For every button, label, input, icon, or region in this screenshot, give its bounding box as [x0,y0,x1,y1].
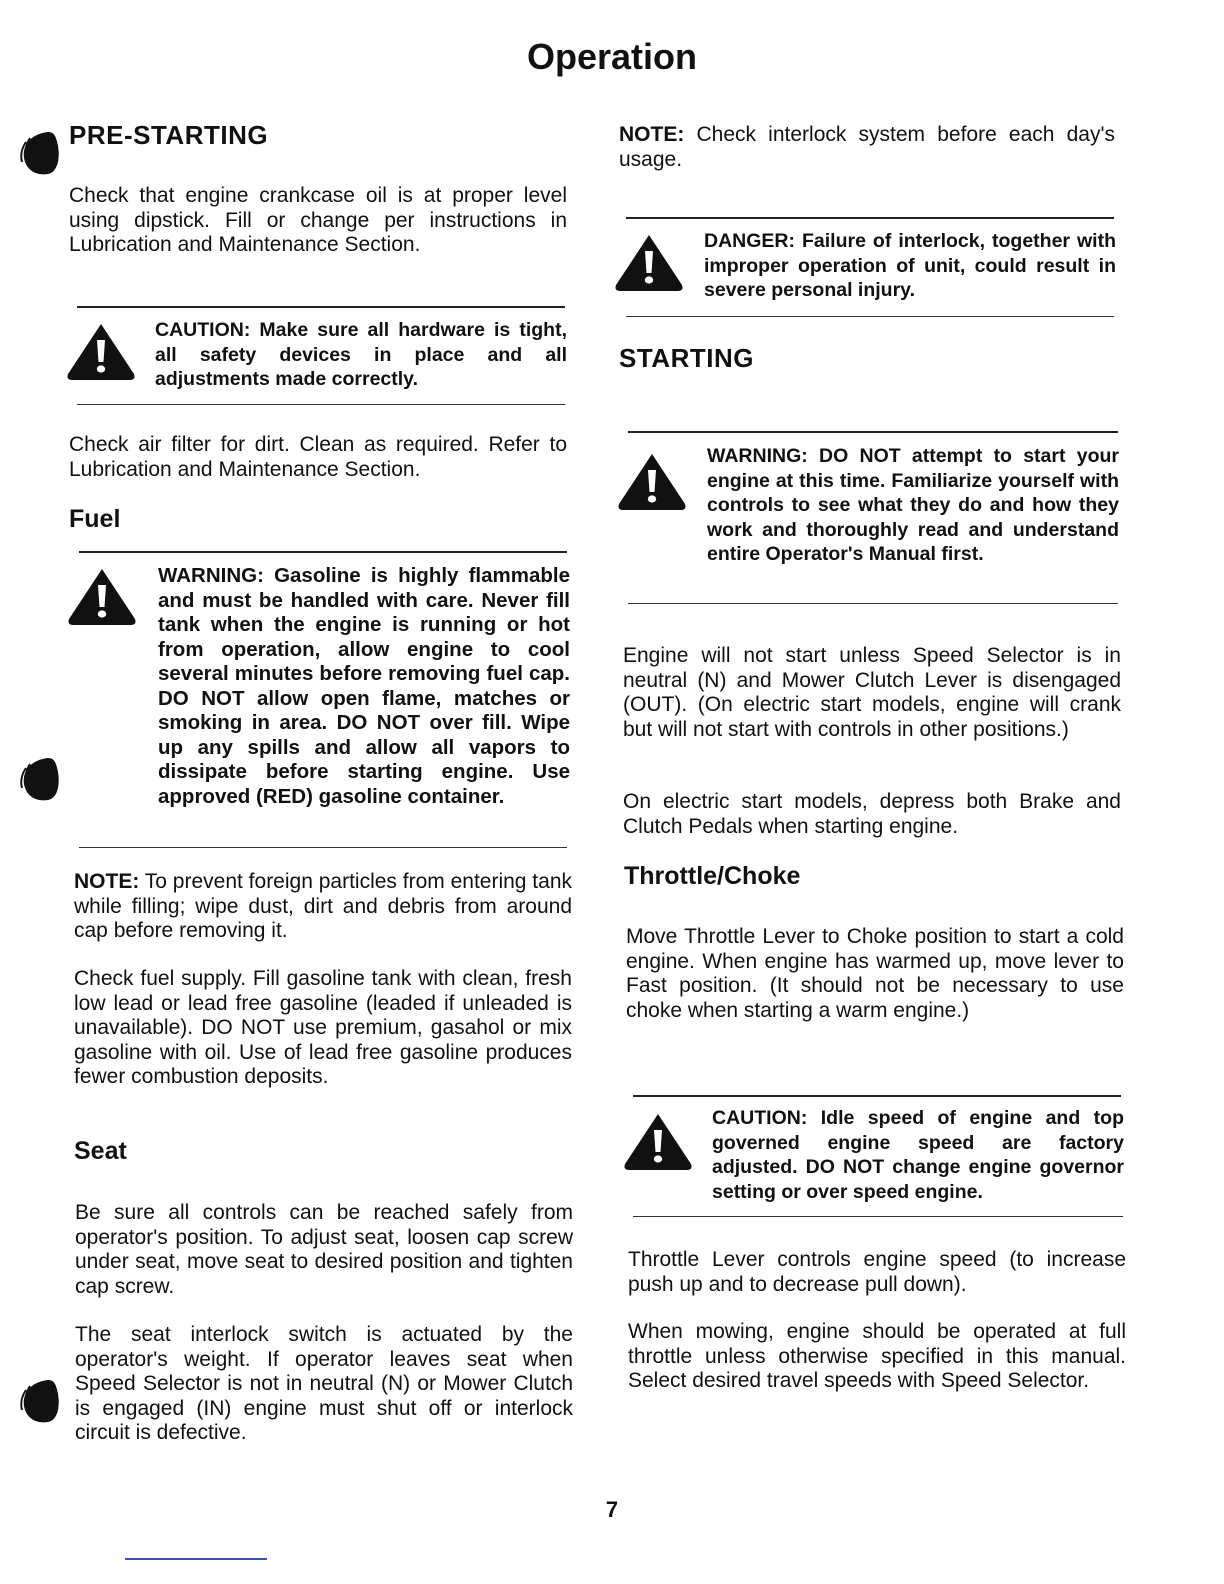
divider [628,431,1118,433]
engine-start-paragraph: Engine will not start unless Speed Selector is in neutral (N) and Mower Clutch Lever is disengaged (OUT). (On electric start models, engine will crank but will not start with controls in other positions.) [623,644,1121,741]
caution-hardware-text: CAUTION: Make sure all hardware is tight, all safety devices in place and all adjustments made correctly. [155,319,567,390]
caution-icon [623,1112,693,1172]
danger-icon [614,233,684,293]
note-label: NOTE: [619,123,685,146]
divider [633,1216,1123,1217]
throttle-choke-heading: Throttle/Choke [624,862,801,890]
divider [626,316,1114,317]
warning-icon [617,452,687,512]
full-throttle-paragraph: When mowing, engine should be operated at full throttle unless otherwise specified in this manual. Select desired travel speeds with Speed Selector. [628,1320,1126,1393]
page-title: Operation [526,36,697,77]
gasoline-warning-text: WARNING: Gasoline is highly flammable and must be handled with care. Never fill tank when the engine is running or hot from operation, allow engine to cool several minutes before removing fuel cap. DO NOT allow open flame, matches or smoking in area. DO NOT over fill. Wipe up any spills and allow all vapors to dissipate before starting engine. Use approved (RED) gasoline container. [158,564,570,808]
divider [633,1095,1121,1097]
throttle-lever-paragraph: Throttle Lever controls engine speed (to increase push up and to decrease pull down). [628,1248,1126,1296]
seat-heading: Seat [74,1137,127,1165]
fuel-note-text: To prevent foreign particles from entering tank while filling; wipe dust, dirt and debris from around cap before removing it. [74,870,573,943]
caution-icon [66,322,136,382]
interlock-note [619,123,1115,172]
oil-check-paragraph: Check that engine crankcase oil is at proper level using dipstick. Fill or change per instructions in Lubrication and Maintenance Section. [69,184,567,257]
note-label: NOTE: [74,870,140,893]
interlock-note-text: Check interlock system before each day's usage. [619,123,1115,171]
binder-hole-icon [18,128,62,178]
fuel-note [74,870,572,944]
fuel-heading: Fuel [69,505,121,533]
divider [626,217,1114,219]
air-filter-paragraph: Check air filter for dirt. Clean as required. Refer to Lubrication and Maintenance Section. [69,433,567,481]
choke-paragraph: Move Throttle Lever to Choke position to start a cold engine. When engine has warmed up, move lever to Fast position. (It should not be necessary to use choke when starting a warm engine.) [626,925,1124,1022]
divider [77,306,565,308]
fuel-supply-paragraph: Check fuel supply. Fill gasoline tank with clean, fresh low lead or lead free gasoline (leaded if unleaded is unavailable). DO NOT use premium, gasahol or mix gasoline with oil. Use of lead free gasoline produces fewer combustion deposits. [74,967,572,1089]
start-warning-text: WARNING: DO NOT attempt to start your engine at this time. Familiarize yourself with controls to see what they do and how they work and thoroughly read and understand entire Operator's Manual first. [707,445,1119,565]
divider [79,551,567,553]
electric-start-paragraph: On electric start models, depress both Brake and Clutch Pedals when starting engine. [623,790,1121,838]
starting-heading: STARTING [619,343,754,373]
divider [628,603,1118,604]
binder-hole-icon [18,754,62,804]
seat-interlock-paragraph: The seat interlock switch is actuated by the operator's weight. If operator leaves seat when Speed Selector is not in neutral (N) or Mower Clutch is engaged (IN) engine must shut off or interlock circuit is defective. [75,1323,573,1445]
divider [77,404,565,405]
pre-starting-heading: PRE-STARTING [69,120,269,150]
scan-edge-line [125,1558,267,1560]
seat-adjust-paragraph: Be sure all controls can be reached safely from operator's position. To adjust seat, loosen cap screw under seat, move seat to desired position and tighten cap screw. [75,1201,573,1298]
danger-interlock-text: DANGER: Failure of interlock, together with improper operation of unit, could result in severe personal injury. [704,230,1116,301]
caution-governor-text: CAUTION: Idle speed of engine and top governed engine speed are factory adjusted. DO NOT change engine governor setting or over speed engine. [712,1107,1124,1203]
divider [79,847,567,848]
binder-hole-icon [18,1376,62,1426]
warning-icon [67,567,137,627]
page-number: 7 [605,1497,619,1522]
